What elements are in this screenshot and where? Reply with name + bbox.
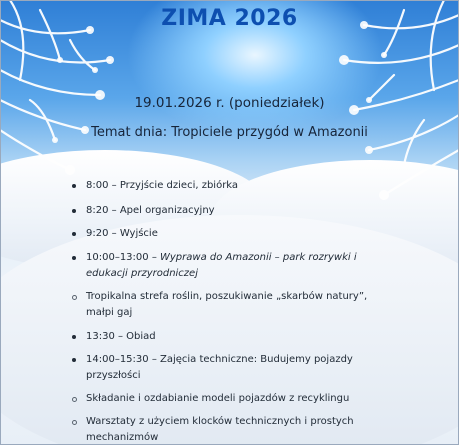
schedule-item-text: 14:00–15:30 – Zajęcia techniczne: Budujemy pojazdy przyszłości [86, 354, 353, 381]
schedule-item [86, 178, 396, 194]
schedule-subitem [86, 289, 396, 321]
bullet-icon [72, 335, 76, 339]
bullet-icon [72, 256, 76, 260]
schedule-item-text: 9:20 – Wyjście [86, 228, 158, 239]
schedule-item-text: 13:30 – Obiad [86, 331, 156, 342]
bullet-icon [72, 209, 76, 213]
schedule-item-text: 8:00 – Przyjście dzieci, zbiórka [86, 180, 239, 191]
bullet-icon [72, 184, 76, 188]
schedule-item [86, 329, 396, 345]
circle-bullet-icon [72, 420, 77, 425]
date-line: 19.01.2026 r. (poniedziałek) [134, 95, 325, 111]
schedule-item [86, 226, 396, 242]
schedule-item [86, 203, 396, 219]
bullet-icon [72, 232, 76, 236]
schedule-subitem [86, 414, 396, 445]
schedule-item-time: 10:00–13:00 – [86, 252, 160, 263]
schedule-item-text: Warsztaty z użyciem klocków technicznych i prostych mechanizmów [86, 416, 354, 443]
schedule-item [86, 250, 396, 282]
schedule-subitem [86, 391, 396, 407]
schedule-item-italic: Wyprawa do Amazonii – park rozrywki i edukacji przyrodniczej [86, 252, 357, 279]
theme-line: Temat dnia: Tropiciele przygód w Amazonii [91, 125, 368, 140]
schedule-item [86, 352, 396, 384]
circle-bullet-icon [72, 295, 77, 300]
schedule-item-text: 8:20 – Apel organizacyjny [86, 205, 215, 216]
page-title: ZIMA 2026 [161, 6, 298, 31]
circle-bullet-icon [72, 397, 77, 402]
schedule-item-text: Tropikalna strefa roślin, poszukiwanie „skarbów natury”, małpi gaj [86, 291, 368, 318]
bullet-icon [72, 358, 76, 362]
schedule-item-text: Składanie i ozdabianie modeli pojazdów z recyklingu [86, 393, 350, 404]
